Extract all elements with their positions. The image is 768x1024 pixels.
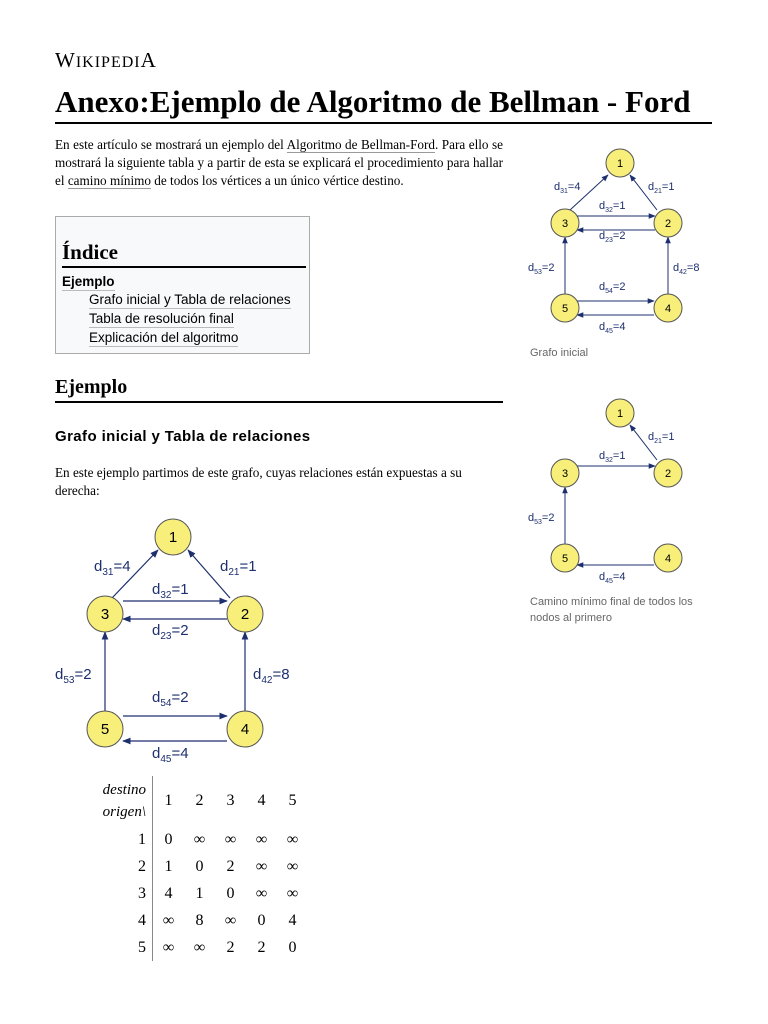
table-cell: ∞ <box>286 830 299 848</box>
final-node-label: 1 <box>616 408 624 420</box>
table-cell: ∞ <box>286 884 299 902</box>
page-title: Anexo:Ejemplo de Algoritmo de Bellman - Ford <box>55 84 712 124</box>
main-edge-label: $d_{53}=2$ <box>55 666 92 686</box>
table-cell: 8 <box>195 911 204 929</box>
subsection-heading-grafo: Grafo inicial y Tabla de relaciones <box>55 428 311 445</box>
thumb-edge-label: $d_{54}=2$ <box>599 281 626 295</box>
table-cell: 1 <box>195 884 204 902</box>
table-cell: ∞ <box>162 911 175 929</box>
final-node-label: 4 <box>664 553 672 565</box>
table-row <box>66 826 308 853</box>
toc-title: Índice <box>62 239 306 268</box>
graph-paragraph: En este ejemplo partimos de este grafo, cuyas relaciones están expuestas a su derecha: <box>55 465 462 498</box>
thumb-edge-label: $d_{23}=2$ <box>599 230 626 244</box>
shortest-path-link[interactable]: camino mínimo <box>67 173 151 188</box>
column-header: 2 <box>195 792 204 809</box>
table-cell: ∞ <box>193 830 206 848</box>
row-header: 1 <box>66 826 153 853</box>
table-row <box>66 880 308 907</box>
main-edge-label: $d_{54}=2$ <box>152 689 189 709</box>
table-row <box>66 853 308 880</box>
table-row <box>66 934 308 961</box>
toc-item-tabla-resolucion[interactable]: Tabla de resolución final <box>89 311 234 326</box>
table-cell: ∞ <box>162 938 175 956</box>
column-header: 4 <box>257 792 266 809</box>
final-edge-label: $d_{45}=4$ <box>599 571 626 585</box>
table-cell: ∞ <box>255 884 268 902</box>
thumb-edge-label: $d_{53}=2$ <box>528 262 555 276</box>
initial-graph-thumbnail[interactable] <box>520 140 700 340</box>
column-header: 1 <box>164 792 173 809</box>
table-cell: 0 <box>195 857 204 875</box>
final-node-label: 2 <box>664 468 672 480</box>
toc-item-ejemplo[interactable]: Ejemplo <box>62 274 115 289</box>
table-cell: 0 <box>257 911 266 929</box>
table-cell: 0 <box>288 938 297 956</box>
table-cell: 0 <box>226 884 235 902</box>
table-cell: ∞ <box>286 857 299 875</box>
main-graph-figure[interactable] <box>50 515 305 770</box>
thumb-edge-label: $d_{21}=1$ <box>648 181 675 195</box>
column-header: 3 <box>226 792 235 809</box>
caption-final-graph: Camino mínimo final de todos los nodos al primero <box>530 596 693 624</box>
thumb-node-label: 4 <box>664 303 672 315</box>
table-header-row <box>66 776 308 826</box>
thumb-edge-label: $d_{42}=8$ <box>673 262 700 276</box>
thumb-edge-label: $d_{45}=4$ <box>599 321 626 335</box>
table-cell: ∞ <box>224 911 237 929</box>
caption-initial-graph: Grafo inicial <box>530 347 589 359</box>
main-edge-label: $d_{45}=4$ <box>152 745 189 765</box>
table-corner: destino origen\ <box>66 776 153 826</box>
final-node-label: 5 <box>561 553 569 565</box>
thumb-node-label: 2 <box>664 218 672 230</box>
table-cell: 4 <box>164 884 173 902</box>
main-edge-label: $d_{31}=4$ <box>94 558 131 578</box>
table-cell: 2 <box>226 857 235 875</box>
table-cell: 4 <box>288 911 297 929</box>
final-node-label: 3 <box>561 468 569 480</box>
main-node-label: 5 <box>100 721 110 738</box>
table-cell: ∞ <box>255 857 268 875</box>
thumb-edge-label: $d_{32}=1$ <box>599 200 626 214</box>
main-node-label: 1 <box>168 529 178 546</box>
final-edge-label: $d_{21}=1$ <box>648 431 675 445</box>
final-edge-label: $d_{32}=1$ <box>599 450 626 464</box>
row-header: 2 <box>66 853 153 880</box>
thumb-edge-label: $d_{31}=4$ <box>554 181 581 195</box>
row-header: 3 <box>66 880 153 907</box>
bellman-ford-link[interactable]: Algoritmo de Bellman-Ford <box>286 137 435 152</box>
main-node-label: 2 <box>240 606 250 623</box>
main-edge-label: $d_{32}=1$ <box>152 581 189 601</box>
column-header: 5 <box>288 792 297 809</box>
relations-table <box>66 776 308 961</box>
row-header: 5 <box>66 934 153 961</box>
final-graph-thumbnail[interactable] <box>520 390 700 590</box>
table-row <box>66 907 308 934</box>
thumb-node-label: 1 <box>616 158 624 170</box>
table-cell: ∞ <box>193 938 206 956</box>
table-cell: 1 <box>164 857 173 875</box>
toc-item-grafo-inicial[interactable]: Grafo inicial y Tabla de relaciones <box>89 292 291 307</box>
wikipedia-wordmark[interactable]: WIKIPEDIA <box>55 48 157 72</box>
row-header: 4 <box>66 907 153 934</box>
thumb-node-label: 3 <box>561 218 569 230</box>
main-node-label: 3 <box>100 606 110 623</box>
table-cell: ∞ <box>224 830 237 848</box>
main-node-label: 4 <box>240 721 250 738</box>
section-heading-ejemplo: Ejemplo <box>55 374 503 403</box>
intro-paragraph: En este artículo se mostrará un ejemplo del Algoritmo de Bellman-Ford. Para ello se mostrará la siguiente tabla y a partir de esta se explicará el procedimiento para hallar el camino mínimo de todos los vértices a un único vértice destino. <box>55 137 503 188</box>
toc-item-explicacion[interactable]: Explicación del algoritmo <box>89 330 239 345</box>
thumb-node-label: 5 <box>561 303 569 315</box>
table-of-contents <box>55 216 310 354</box>
table-cell: ∞ <box>255 830 268 848</box>
main-edge-label: $d_{23}=2$ <box>152 622 189 642</box>
main-edge-label: $d_{21}=1$ <box>220 558 257 578</box>
table-cell: 0 <box>164 830 173 848</box>
main-edge-label: $d_{42}=8$ <box>253 666 290 686</box>
final-edge-label: $d_{53}=2$ <box>528 512 555 526</box>
table-cell: 2 <box>226 938 235 956</box>
table-cell: 2 <box>257 938 266 956</box>
